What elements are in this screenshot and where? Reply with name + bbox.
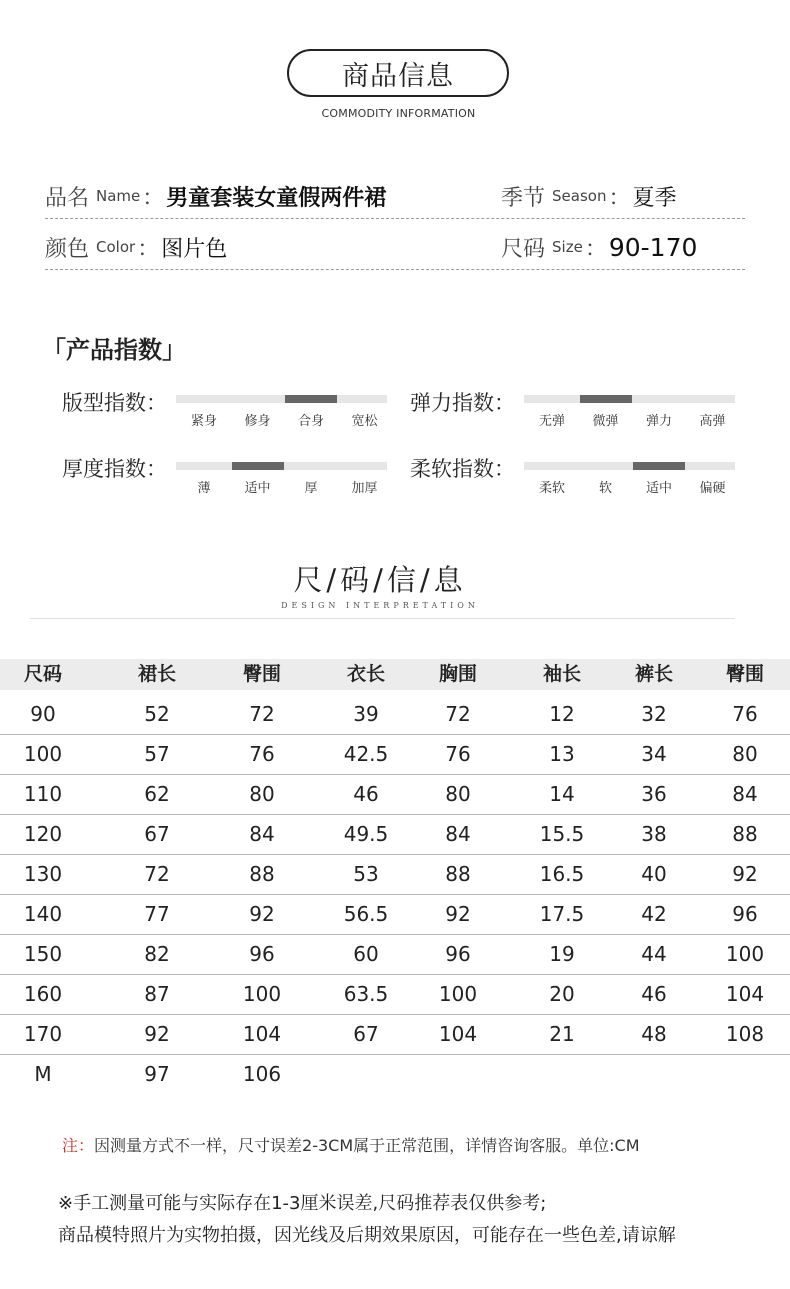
- table-cell: 13: [549, 742, 575, 766]
- table-cell: 140: [23, 902, 63, 926]
- table-cell: 67: [353, 1022, 379, 1046]
- index-bar-softness: [524, 462, 735, 470]
- index-marker-elasticity: [580, 395, 632, 403]
- table-cell: 16.5: [539, 862, 585, 886]
- table-cell: 63.5: [343, 982, 389, 1006]
- column-header: 臀围: [725, 663, 765, 685]
- size-table-header: [0, 659, 790, 690]
- name-label: 品名: [45, 185, 90, 211]
- index-options-thickness: [176, 477, 387, 495]
- table-cell: 67: [144, 822, 170, 846]
- table-cell: 76: [445, 742, 471, 766]
- table-cell: 56.5: [343, 902, 389, 926]
- table-cell: 76: [732, 702, 758, 726]
- table-cell: 170: [23, 1022, 63, 1046]
- table-cell: 46: [641, 982, 667, 1006]
- table-cell: 96: [732, 902, 758, 926]
- season-colon: ：: [608, 185, 631, 211]
- info-row-name-season: [45, 174, 745, 219]
- table-cell: 88: [732, 822, 758, 846]
- index-option: 厚: [304, 481, 318, 496]
- table-row: [0, 774, 790, 815]
- table-cell: 42.5: [343, 742, 389, 766]
- index-option: 修身: [244, 414, 271, 429]
- table-row: [0, 854, 790, 895]
- index-marker-softness: [633, 462, 685, 470]
- table-cell: 34: [641, 742, 667, 766]
- name-value: 男童套装女童假两件裙: [166, 185, 387, 211]
- table-cell: M: [34, 1062, 52, 1086]
- column-header: 袖长: [542, 663, 582, 685]
- table-cell: 100: [23, 742, 63, 766]
- table-cell: 92: [249, 902, 275, 926]
- info-item-name: [45, 174, 386, 218]
- table-cell: 92: [732, 862, 758, 886]
- table-cell: 42: [641, 902, 667, 926]
- table-row: [0, 734, 790, 775]
- index-label-softness: 柔软指数：: [410, 457, 515, 481]
- table-cell: 108: [725, 1022, 765, 1046]
- table-cell: 92: [144, 1022, 170, 1046]
- info-item-color: [45, 225, 227, 269]
- table-cell: 104: [438, 1022, 478, 1046]
- index-option: 紧身: [190, 414, 217, 429]
- table-cell: 104: [725, 982, 765, 1006]
- table-cell: 100: [242, 982, 282, 1006]
- table-row: [0, 1054, 790, 1094]
- table-row: [0, 814, 790, 855]
- column-header: 裤长: [634, 663, 674, 685]
- color-colon: ：: [137, 236, 160, 262]
- table-cell: 12: [549, 702, 575, 726]
- info-row-color-size: [45, 225, 745, 270]
- index-label-elasticity: 弹力指数：: [410, 391, 515, 415]
- table-row: [0, 694, 790, 735]
- index-bar-elasticity: [524, 395, 735, 403]
- table-cell: 87: [144, 982, 170, 1006]
- table-cell: 49.5: [343, 822, 389, 846]
- size-info-subtitle: DESIGN INTERPRETATION: [281, 601, 479, 610]
- table-cell: 96: [445, 942, 471, 966]
- table-row: [0, 934, 790, 975]
- index-marker-thickness: [232, 462, 284, 470]
- note-measurement: [62, 1133, 640, 1156]
- info-item-size: [501, 225, 697, 269]
- index-options-softness: [524, 477, 735, 495]
- index-option: 无弹: [538, 414, 565, 429]
- table-cell: 21: [549, 1022, 575, 1046]
- index-bar-fit: [176, 395, 387, 403]
- table-cell: 39: [353, 702, 379, 726]
- table-cell: 14: [549, 782, 575, 806]
- table-cell: 97: [144, 1062, 170, 1086]
- season-value: 夏季: [632, 185, 677, 211]
- index-option: 适中: [244, 481, 271, 496]
- table-cell: 53: [353, 862, 379, 886]
- table-cell: 57: [144, 742, 170, 766]
- index-option: 宽松: [351, 414, 378, 429]
- season-label-en: Season: [552, 187, 607, 205]
- table-cell: 62: [144, 782, 170, 806]
- note-text: 因测量方式不一样，尺寸误差2-3CM属于正常范围，详情咨询客服。单位:CM: [94, 1136, 640, 1155]
- name-colon: ：: [142, 185, 165, 211]
- table-cell: 17.5: [539, 902, 585, 926]
- column-header: 衣长: [346, 663, 386, 685]
- product-index-title: 「产品指数」: [42, 336, 186, 364]
- note-color-difference: 商品模特照片为实物拍摄，因光线及后期效果原因，可能存在一些色差,请谅解: [58, 1225, 676, 1246]
- table-cell: 60: [353, 942, 379, 966]
- table-cell: 150: [23, 942, 63, 966]
- column-header: 裙长: [137, 663, 177, 685]
- color-value: 图片色: [161, 236, 228, 262]
- size-colon: ：: [584, 236, 607, 262]
- table-cell: 38: [641, 822, 667, 846]
- table-cell: 46: [353, 782, 379, 806]
- column-header: 臀围: [242, 663, 282, 685]
- table-cell: 84: [249, 822, 275, 846]
- table-cell: 72: [445, 702, 471, 726]
- table-cell: 84: [732, 782, 758, 806]
- name-label-en: Name: [96, 187, 141, 205]
- index-label-fit: 版型指数：: [62, 391, 167, 415]
- table-row: [0, 1014, 790, 1055]
- index-option: 高弹: [699, 414, 726, 429]
- size-label: 尺码: [501, 236, 546, 262]
- table-cell: 106: [242, 1062, 282, 1086]
- color-label-en: Color: [96, 238, 136, 256]
- table-cell: 32: [641, 702, 667, 726]
- index-option: 微弹: [592, 414, 619, 429]
- table-cell: 96: [249, 942, 275, 966]
- divider: [30, 618, 735, 619]
- table-cell: 36: [641, 782, 667, 806]
- index-options-elasticity: [524, 410, 735, 428]
- size-value: 90-170: [608, 232, 698, 262]
- table-row: [0, 894, 790, 935]
- table-cell: 40: [641, 862, 667, 886]
- index-option: 柔软: [538, 481, 565, 496]
- index-option: 薄: [197, 481, 211, 496]
- table-cell: 44: [641, 942, 667, 966]
- table-cell: 72: [144, 862, 170, 886]
- table-cell: 80: [249, 782, 275, 806]
- table-cell: 77: [144, 902, 170, 926]
- index-option: 加厚: [351, 481, 378, 496]
- table-cell: 84: [445, 822, 471, 846]
- size-label-en: Size: [552, 238, 583, 256]
- table-cell: 110: [23, 782, 63, 806]
- table-cell: 52: [144, 702, 170, 726]
- table-cell: 82: [144, 942, 170, 966]
- index-option: 适中: [645, 481, 672, 496]
- section-subtitle: COMMODITY INFORMATION: [321, 107, 476, 120]
- table-cell: 72: [249, 702, 275, 726]
- index-bar-thickness: [176, 462, 387, 470]
- note-manual-measure: ※手工测量可能与实际存在1-3厘米误差,尺码推荐表仅供参考;: [58, 1193, 547, 1214]
- table-cell: 48: [641, 1022, 667, 1046]
- index-marker-fit: [285, 395, 337, 403]
- section-title-commodity-info: [287, 49, 509, 97]
- table-cell: 104: [242, 1022, 282, 1046]
- index-label-thickness: 厚度指数：: [62, 457, 167, 481]
- table-row: [0, 974, 790, 1015]
- table-cell: 90: [30, 702, 56, 726]
- table-cell: 160: [23, 982, 63, 1006]
- table-cell: 76: [249, 742, 275, 766]
- column-header: 尺码: [23, 663, 63, 685]
- note-label: 注：: [62, 1136, 95, 1155]
- section-title-text: 商品信息: [342, 60, 454, 92]
- column-header: 胸围: [438, 663, 478, 685]
- index-option: 合身: [297, 414, 324, 429]
- table-cell: 80: [445, 782, 471, 806]
- table-cell: 92: [445, 902, 471, 926]
- table-cell: 19: [549, 942, 575, 966]
- table-cell: 120: [23, 822, 63, 846]
- table-cell: 15.5: [539, 822, 585, 846]
- index-option: 软: [598, 481, 612, 496]
- table-cell: 130: [23, 862, 63, 886]
- color-label: 颜色: [45, 236, 90, 262]
- table-cell: 100: [725, 942, 765, 966]
- table-cell: 88: [249, 862, 275, 886]
- index-option: 偏硬: [699, 481, 726, 496]
- table-cell: 20: [549, 982, 575, 1006]
- index-option: 弹力: [645, 414, 672, 429]
- table-cell: 88: [445, 862, 471, 886]
- table-cell: 100: [438, 982, 478, 1006]
- index-options-fit: [176, 410, 387, 428]
- season-label: 季节: [501, 185, 546, 211]
- info-item-season: [501, 174, 677, 218]
- table-cell: 80: [732, 742, 758, 766]
- size-info-title: 尺/码/信/息: [293, 563, 467, 597]
